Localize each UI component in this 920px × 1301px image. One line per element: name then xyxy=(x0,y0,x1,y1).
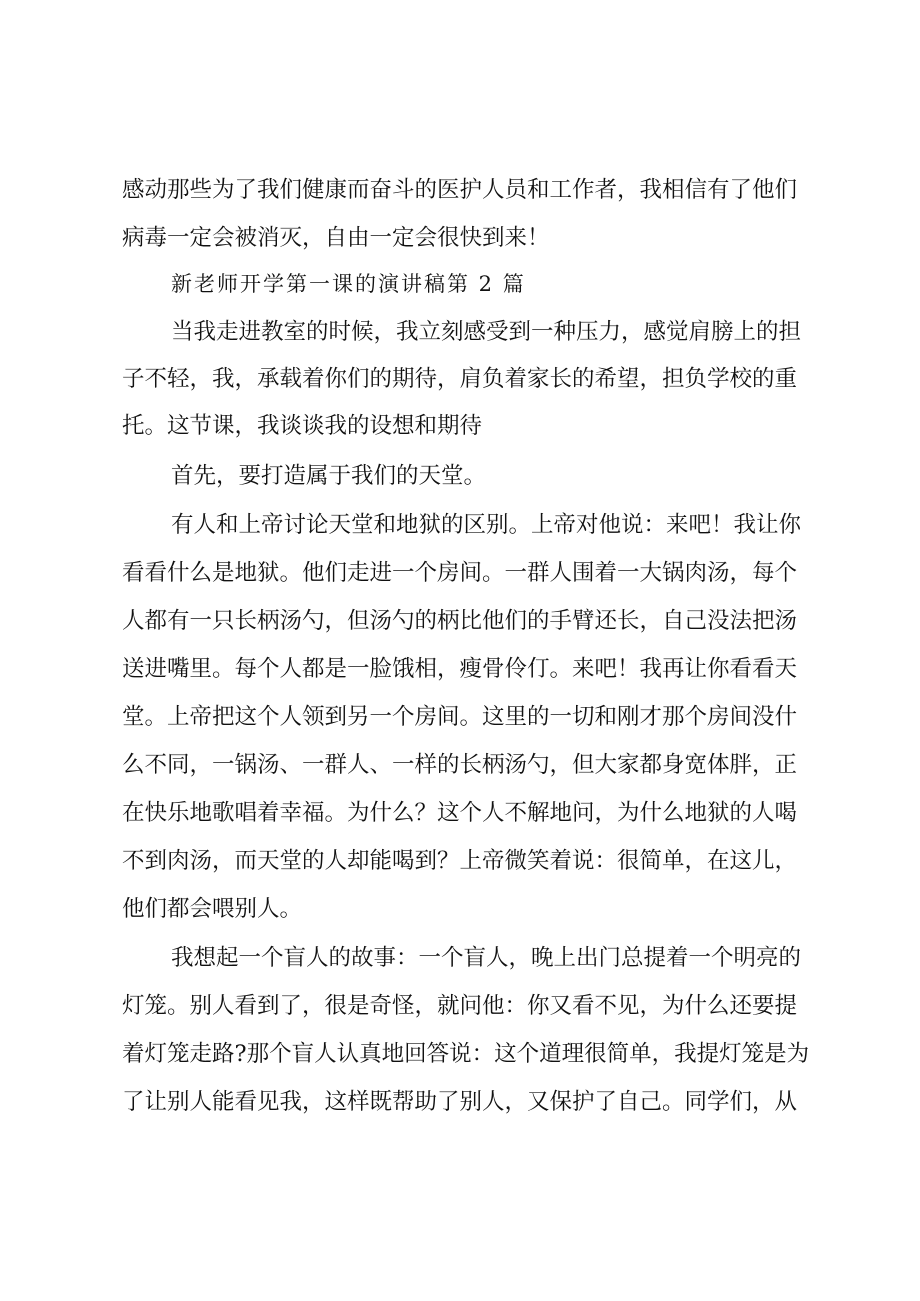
body-text-line: 在快乐地歌唱着幸福。为什么？这个人不解地问，为什么地狱的人喝 xyxy=(122,800,798,826)
body-text-line: 他们都会喂别人。 xyxy=(122,896,303,922)
body-text-line: 看看什么是地狱。他们走进一个房间。一群人围着一大锅肉汤，每个 xyxy=(122,560,798,586)
body-text-line: 么不同，一锅汤、一群人、一样的长柄汤勺，但大家都身宽体胖，正 xyxy=(122,752,798,778)
body-text-line: 病毒一定会被消灭，自由一定会很快到来！ xyxy=(122,225,550,251)
body-text-line: 感动那些为了我们健康而奋斗的医护人员和工作者，我相信有了他们 xyxy=(122,177,798,203)
paragraph-first-line: 有人和上帝讨论天堂和地狱的区别。上帝对他说：来吧！我让你 xyxy=(171,512,802,538)
body-text-line: 灯笼。别人看到了，很是奇怪，就问他：你又看不见，为什么还要提 xyxy=(122,993,798,1019)
body-text-line: 不到肉汤，而天堂的人却能喝到？上帝微笑着说：很简单，在这儿， xyxy=(122,848,798,874)
body-text-line: 人都有一只长柄汤勺，但汤勺的柄比他们的手臂还长，自己没法把汤 xyxy=(122,608,798,634)
paragraph-first-line: 我想起一个盲人的故事：一个盲人，晚上出门总提着一个明亮的 xyxy=(171,945,802,971)
body-text-line: 了让别人能看见我，这样既帮助了别人，又保护了自己。同学们，从 xyxy=(122,1089,798,1115)
paragraph-first-line: 当我走进教室的时候，我立刻感受到一种压力，感觉肩膀上的担 xyxy=(171,319,802,345)
body-text-line: 堂。上帝把这个人领到另一个房间。这里的一切和刚才那个房间没什 xyxy=(122,704,798,730)
body-text-line: 子不轻，我，承载着你们的期待，肩负着家长的希望，担负学校的重 xyxy=(122,366,798,392)
body-text-line: 送进嘴里。每个人都是一脸饿相，瘦骨伶仃。来吧！我再让你看看天 xyxy=(122,656,798,682)
body-text-line: 着灯笼走路?那个盲人认真地回答说：这个道理很简单，我提灯笼是为 xyxy=(122,1041,810,1067)
paragraph-first-line: 首先，要打造属于我们的天堂。 xyxy=(171,463,487,489)
section-heading: 新老师开学第一课的演讲稿第 2 篇 xyxy=(171,272,526,296)
body-text-line: 托。这节课，我谈谈我的设想和期待 xyxy=(122,413,483,439)
